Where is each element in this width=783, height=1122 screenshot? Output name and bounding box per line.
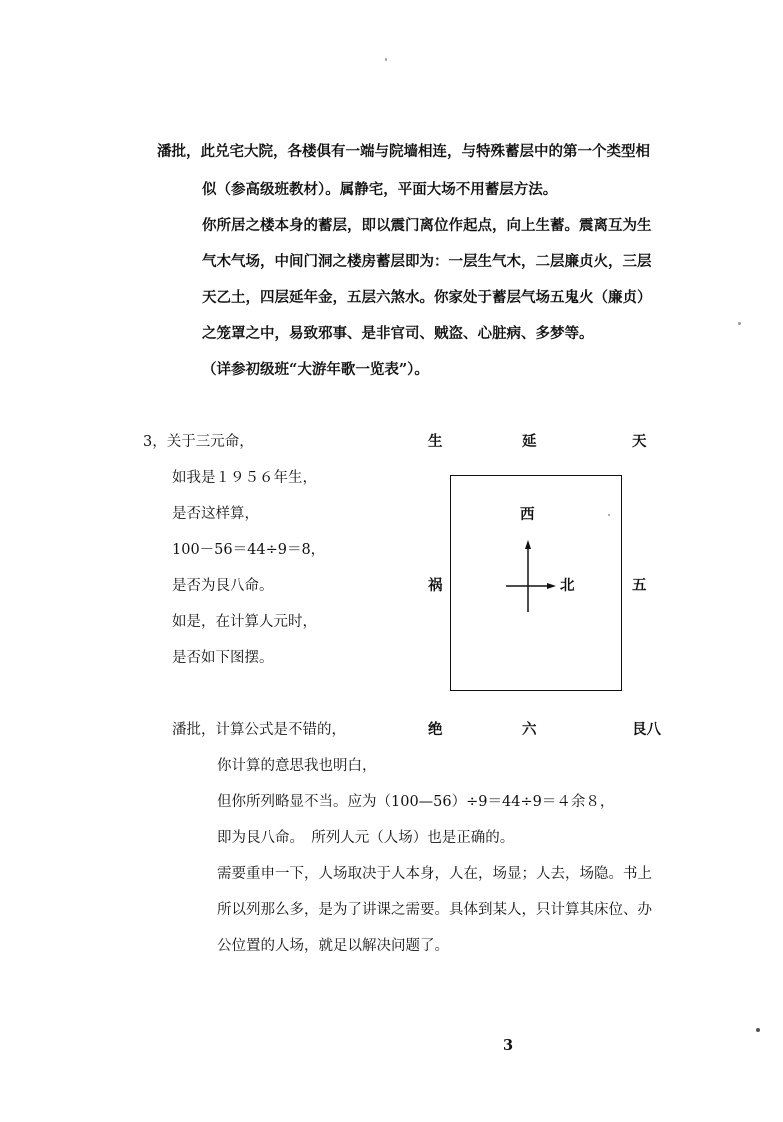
question-line-6: 如是，在计算人元时，: [172, 614, 317, 630]
scan-speck: [738, 322, 741, 325]
section1-line-4: 气木气场，中间门洞之楼房蓄层即为：一层生气木，二层廉贞火，三层: [202, 253, 652, 270]
page-number: 3: [503, 1037, 514, 1054]
section1-line-7: （详参初级班“大游年歌一览表”）。: [202, 361, 429, 378]
diagram-right-label: 五: [632, 577, 647, 594]
compass-cross-icon: [500, 538, 560, 618]
answer-line-6: 所以列那么多，是为了讲课之需要。具体到某人，只计算其床位、办: [217, 902, 652, 918]
section1-line-5: 天乙土，四层延年金，五层六煞水。你家处于蓄层气场五鬼火（廉贞）: [202, 289, 652, 306]
section1-line-2: 似（参高级班教材）。属静宅，平面大场不用蓄层方法。: [202, 181, 558, 198]
question-line-4: 100－56＝44÷9＝8，: [172, 542, 326, 558]
question-line-2: 如我是１９５６年生，: [172, 470, 317, 486]
question-line-1: 3，关于三元命，: [143, 434, 254, 450]
diagram-top-label-1: 生: [428, 433, 443, 450]
diagram-top-label-2: 延: [522, 433, 537, 450]
scan-speck: [608, 514, 610, 516]
diagram-inner-top-label: 西: [520, 506, 535, 523]
diagram-bottom-label-3: 艮八: [632, 721, 661, 738]
section1-line-6: 之笼罩之中，易致邪事、是非官司、贼盗、心脏病、多梦等。: [202, 325, 594, 342]
question-line-3: 是否这样算，: [172, 506, 259, 522]
diagram-top-label-3: 天: [632, 433, 647, 450]
answer-line-7: 公位置的人场，就足以解决问题了。: [217, 938, 449, 954]
question-line-7: 是否如下图摆。: [172, 650, 274, 666]
question-line-5: 是否为艮八命。: [172, 578, 274, 594]
answer-line-5: 需要重申一下，人场取决于人本身，人在，场显；人去，场隐。书上: [217, 866, 652, 882]
answer-line-2: 你计算的意思我也明白，: [217, 758, 377, 774]
answer-line-1: 潘批，计算公式是不错的，: [172, 722, 346, 738]
answer-line-3: 但你所列略显不当。应为（100—56）÷9＝44÷9＝４余８，: [217, 794, 615, 810]
diagram-left-label: 祸: [428, 577, 443, 594]
section1-line-3: 你所居之楼本身的蓄层，即以震门离位作起点，向上生蓄。震离互为生: [202, 217, 652, 234]
scan-speck: [385, 58, 387, 61]
diagram-bottom-label-2: 六: [522, 721, 537, 738]
answer-line-4: 即为艮八命。 所列人元（人场）也是正确的。: [217, 830, 515, 846]
diagram-bottom-label-1: 绝: [428, 721, 443, 738]
section1-line-1: 潘批，此兑宅大院，各楼俱有一端与院墙相连，与特殊蓄层中的第一个类型相: [157, 143, 650, 160]
diagram-inner-right-label: 北: [560, 577, 575, 594]
scan-speck: [756, 1028, 760, 1032]
